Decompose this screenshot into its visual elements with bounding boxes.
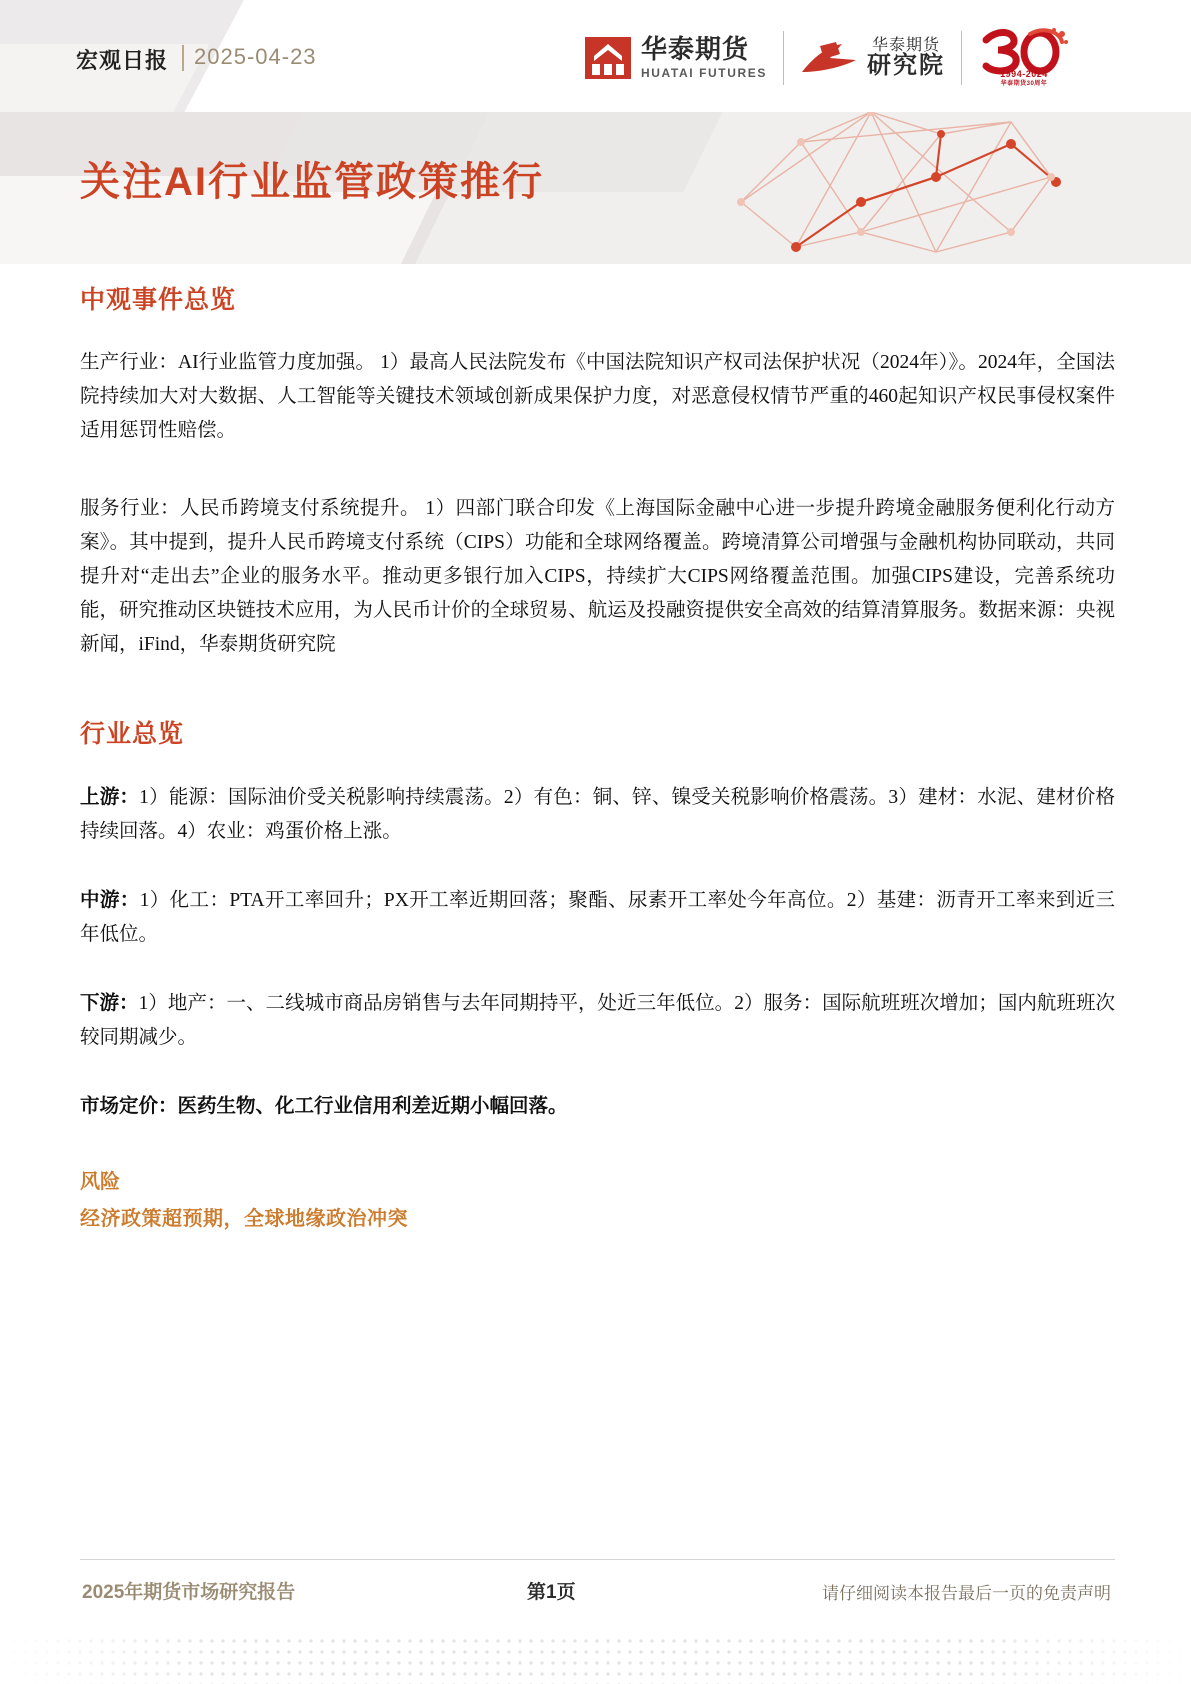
- industry-item-downstream-lead: 下游：: [80, 992, 139, 1014]
- huatai-mark-icon: [585, 37, 631, 79]
- industry-item-midstream-lead: 中游：: [80, 889, 140, 911]
- logo-divider-1: [783, 31, 784, 85]
- report-title: 关注AI行业监管政策推行: [80, 160, 544, 204]
- industry-item-midstream-text: 1）化工：PTA开工率回升；PX开工率近期回落；聚酯、尿素开工率处今年高位。2）基建：沥青开工率来到近三年低位。: [80, 890, 1115, 945]
- footer-report-name: 2025年期货市场研究报告: [82, 1582, 296, 1603]
- hero-banner: [0, 112, 1191, 264]
- section-heading-overview: 中观事件总览: [80, 286, 237, 314]
- section-heading-industry: 行业总览: [80, 720, 185, 748]
- risk-text: 经济政策超预期，全球地缘政治冲突: [80, 1208, 408, 1230]
- industry-item-upstream-text: 1）能源：国际油价受关税影响持续震荡。2）有色：铜、锌、镍受关税影响价格震荡。3）建材：水泥、建材价格持续回落。4）农业：鸡蛋价格上涨。: [80, 787, 1115, 842]
- logo-company-name-cn: 华泰期货: [641, 34, 750, 65]
- footer-disclaimer: 请仔细阅读本报告最后一页的免责声明: [822, 1584, 1111, 1603]
- market-pricing-line: 市场定价：医药生物、化工行业信用利差近期小幅回落。: [80, 1095, 568, 1117]
- risk-heading: 风险: [80, 1171, 120, 1193]
- logo-cluster: [585, 27, 1070, 89]
- logo-divider-2: [961, 31, 962, 85]
- research-institute-logo: [800, 38, 945, 79]
- logo-company-name-en: HUATAI FUTURES: [641, 65, 767, 80]
- anniversary-badge: [978, 28, 1070, 88]
- swoosh-icon: [800, 38, 858, 78]
- overview-paragraph-services: 服务行业：人民币跨境支付系统提升。 1）四部门联合印发《上海国际金融中心进一步提升跨境金融服务便利化行动方案》。其中提到，提升人民币跨境支付系统（CIPS）功能和全球网络覆盖。跨境清算公司增强与金融机构协同联动，共同提升对“走出去”企业的服务水平。推动更多银行加入CIPS，持续扩大CIPS网络覆盖范围。加强CIPS建设，完善系统功能，研究推动区块链技术应用，为人民币计价的全球贸易、航运及投融资提供安全高效的结算清算服务。数据来源：央视新闻，iFind，华泰期货研究院: [80, 498, 1115, 655]
- industry-item-upstream: [80, 780, 1115, 849]
- institute-name-bottom: 研究院: [866, 51, 945, 79]
- anniversary-subtitle: 华泰期货30周年: [1000, 81, 1048, 87]
- footer-page-number: 第1页: [527, 1582, 576, 1603]
- institute-name-top: 华泰期货: [871, 36, 940, 54]
- page-footer: [0, 1529, 1191, 1684]
- publication-title: 宏观日报: [76, 48, 169, 73]
- industry-item-upstream-lead: 上游：: [80, 786, 140, 808]
- page-header: [0, 0, 1191, 112]
- anniversary-years: 1994-2024: [1000, 69, 1048, 79]
- overview-paragraph-production: 生产行业：AI行业监管力度加强。 1）最高人民法院发布《中国法院知识产权司法保护状况（2024年）》。2024年，全国法院持续加大对大数据、人工智能等关键技术领域创新成果保护力度，对恶意侵权情节严重的460起知识产权民事侵权案件适用惩罚性赔偿。: [80, 352, 1115, 441]
- industry-item-downstream-text: 1）地产：一、二线城市商品房销售与去年同期持平，处近三年低位。2）服务：国际航班班次增加；国内航班班次较同期减少。: [80, 993, 1115, 1048]
- header-divider: [182, 45, 184, 71]
- publication-date: 2025-04-23: [194, 44, 317, 69]
- industry-item-midstream: [80, 883, 1115, 952]
- huatai-futures-logo: [585, 36, 767, 79]
- industry-item-downstream: [80, 986, 1115, 1055]
- document-content: [80, 280, 1115, 1231]
- footer-divider: [80, 1559, 1115, 1560]
- footer-dot-pattern: [0, 1638, 1191, 1684]
- network-graphic-icon: [711, 112, 1071, 264]
